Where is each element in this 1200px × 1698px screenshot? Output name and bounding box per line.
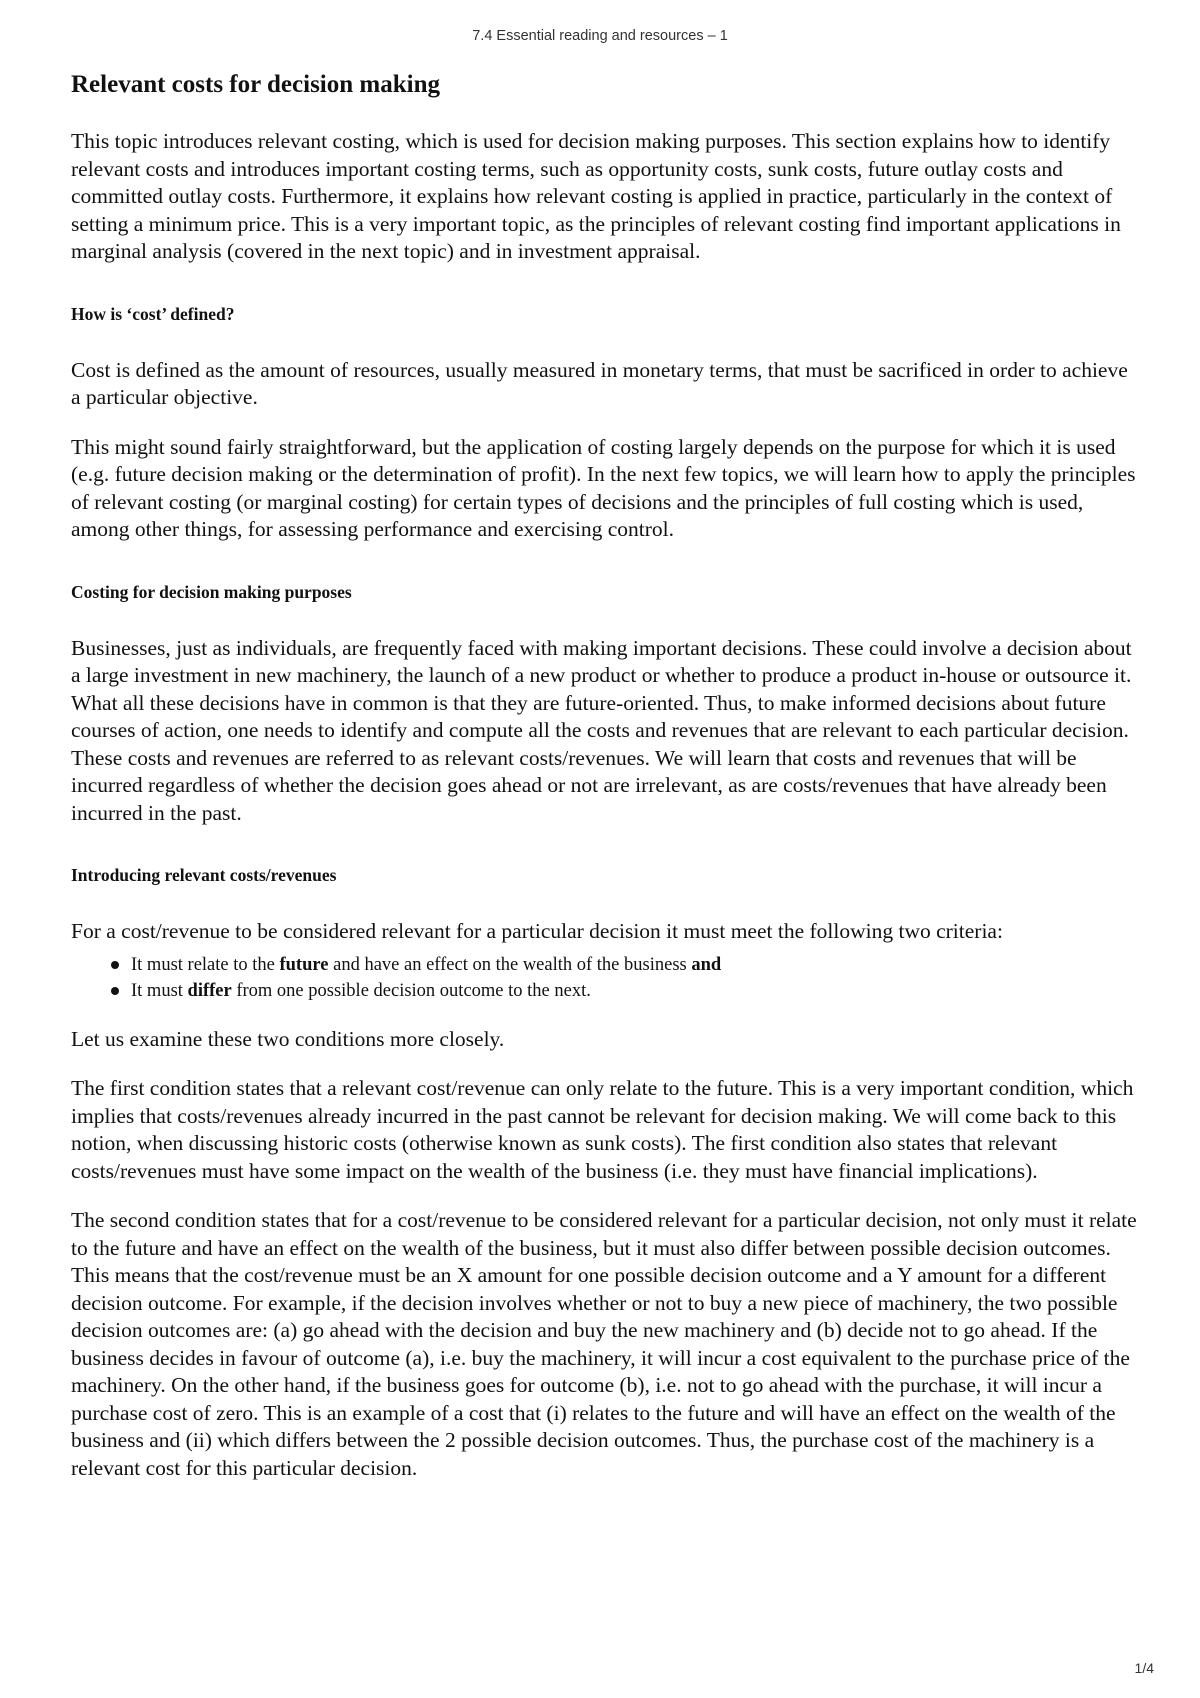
list-item	[131, 952, 1141, 978]
intro-paragraph: This topic introduces relevant costing, which is used for decision making purposes. This section explains how to identify relevant costs and introduces important costing terms, such as opportunity costs, sunk costs, future outlay costs and committed outlay costs. Furthermore, it explains how relevant costing is applied in practice, particularly in the context of setting a minimum price. This is a very important topic, as the principles of relevant costing find important applications in marginal analysis (covered in the next topic) and in investment appraisal.	[71, 129, 1121, 263]
paragraph-cost-definition: Cost is defined as the amount of resources, usually measured in monetary terms, that must be sacrificed in order to achieve a particular objective.	[71, 357, 1128, 409]
criteria-list	[71, 952, 1141, 1004]
criterion-emphasis: and	[691, 954, 722, 975]
paragraph-costing-purpose: This might sound fairly straightforward, but the application of costing largely depends on the purpose for which it is used (e.g. future decision making or the determination of profit). In the next few topics, we will learn how to apply the principles of relevant costing (or marginal costing) for certain types of decisions and the principles of full costing which is used, among other things, for assessing performance and exercising control.	[71, 434, 1136, 541]
section-heading-decision-making: Costing for decision making purposes	[71, 581, 352, 602]
running-header: 7.4 Essential reading and resources – 1	[472, 28, 728, 44]
list-item	[131, 978, 1141, 1004]
paragraph-criteria-lead: For a cost/revenue to be considered relevant for a particular decision it must meet the following two criteria:	[71, 919, 1003, 943]
document-body	[71, 70, 1141, 1504]
page-number: 1/4	[1134, 1660, 1154, 1676]
bullet-icon	[111, 987, 119, 995]
criterion-text: It must	[131, 980, 188, 1001]
criterion-text: It must relate to the	[131, 954, 280, 975]
section-heading-relevant-costs: Introducing relevant costs/revenues	[71, 865, 337, 885]
criterion-emphasis: future	[279, 954, 329, 975]
paragraph-first-condition: The first condition states that a relevant cost/revenue can only relate to the future. This is a very important condition, which implies that costs/revenues already incurred in the past cannot be relevant for decision making. We will come back to this notion, when discussing historic costs (otherwise known as sunk costs). The first condition also states that relevant costs/revenues must have some impact on the wealth of the business (i.e. they must have financial implications).	[71, 1076, 1134, 1183]
section-heading-cost-defined: How is ‘cost’ defined?	[71, 303, 235, 324]
page-title: Relevant costs for decision making	[71, 71, 440, 98]
criterion-text: and have an effect on the wealth of the business	[328, 954, 692, 975]
paragraph-second-condition: The second condition states that for a cost/revenue to be considered relevant for a particular decision, not only must it relate to the future and have an effect on the wealth of the business, but it must also differ between possible decision outcomes. This means that the cost/revenue must be an X amount for one possible decision outcome and a Y amount for a different decision outcome. For example, if the decision involves whether or not to buy a new piece of machinery, the two possible decision outcomes are: (a) go ahead with the decision and buy the new machinery and (b) decide not to go ahead. If the business decides in favour of outcome (a), i.e. buy the machinery, it will incur a cost equivalent to the purchase price of the machinery. On the other hand, if the business goes for outcome (b), i.e. not to go ahead with the purchase, it will incur a purchase cost of zero. This is an example of a cost that (i) relates to the future and will have an effect on the wealth of the business and (ii) which differs between the 2 possible decision outcomes. Thus, the purchase cost of the machinery is a relevant cost for this particular decision.	[71, 1208, 1137, 1480]
criterion-emphasis: differ	[187, 980, 232, 1001]
criterion-text: from one possible decision outcome to the next.	[231, 980, 591, 1001]
bullet-icon	[111, 961, 119, 969]
paragraph-examine: Let us examine these two conditions more closely.	[71, 1026, 505, 1051]
paragraph-decision-making: Businesses, just as individuals, are frequently faced with making important decisions. These could involve a decision about a large investment in new machinery, the launch of a new product or whether to produce a product in-house or outsource it. What all these decisions have in common is that they are future-oriented. Thus, to make informed decisions about future courses of action, one needs to identify and compute all the costs and revenues that are relevant to each particular decision. These costs and revenues are referred to as relevant costs/revenues. We will learn that costs and revenues that will be incurred regardless of whether the decision goes ahead or not are irrelevant, as are costs/revenues that have already been incurred in the past.	[71, 635, 1132, 825]
